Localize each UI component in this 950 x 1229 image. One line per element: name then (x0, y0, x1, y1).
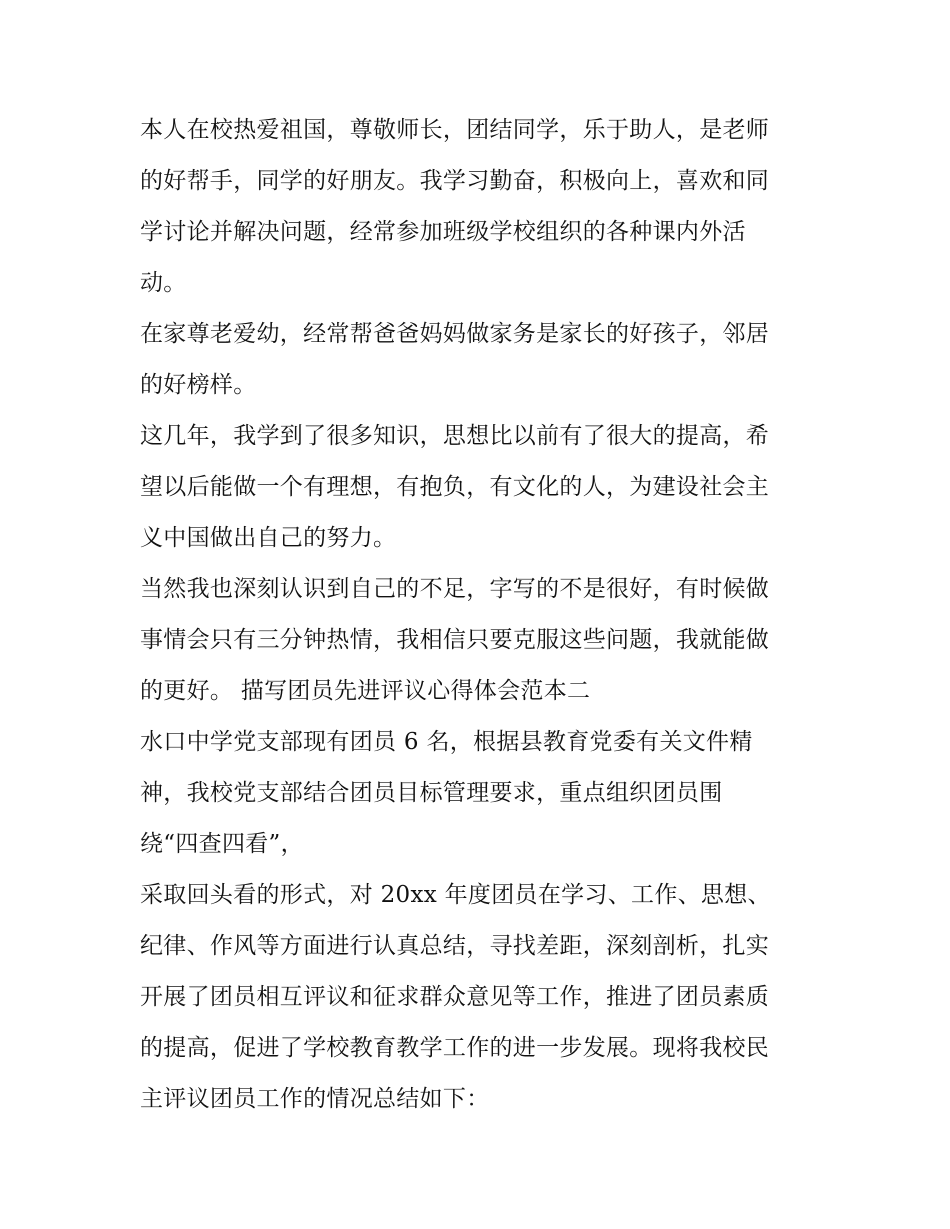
text-line: 当然我也深刻认识到自己的不足，字写的不是很好，有时候做 (140, 576, 770, 602)
text-line: 的更好。 描写团员先进评议心得体会范本二 (140, 678, 591, 704)
text-line: 的提高，促进了学校教育教学工作的进一步发展。现将我校民 (140, 1035, 770, 1061)
text-line: 在家尊老爱幼，经常帮爸爸妈妈做家务是家长的好孩子，邻居 (140, 321, 770, 347)
text-line: 采取回头看的形式，对 20xx 年度团员在学习、工作、思想、 (140, 882, 771, 908)
text-line: 纪律、作风等方面进行认真总结，寻找差距，深刻剖析，扎实 (140, 933, 770, 959)
text-line: 义中国做出自己的努力。 (140, 525, 397, 551)
text-line: 水口中学党支部现有团员 6 名，根据县教育党委有关文件精 (140, 729, 753, 755)
text-line: 的好帮手，同学的好朋友。我学习勤奋，积极向上，喜欢和同 (140, 168, 770, 194)
text-line: 这几年，我学到了很多知识，思想比以前有了很大的提高，希 (140, 423, 770, 449)
text-line: 望以后能做一个有理想，有抱负，有文化的人，为建设社会主 (140, 474, 770, 500)
text-line: 开展了团员相互评议和征求群众意见等工作，推进了团员素质 (140, 984, 770, 1010)
text-line: 动。 (140, 270, 187, 296)
text-line: 本人在校热爱祖国，尊敬师长，团结同学，乐于助人，是老师 (140, 117, 770, 143)
text-line: 神，我校党支部结合团员目标管理要求，重点组织团员围 (140, 780, 723, 806)
text-line: 绕“四查四看”， (140, 831, 304, 857)
text-line: 的好榜样。 (140, 372, 257, 398)
text-line: 学讨论并解决问题，经常参加班级学校组织的各种课内外活 (140, 219, 746, 245)
text-line: 主评议团员工作的情况总结如下： (140, 1086, 490, 1112)
document-body (140, 105, 820, 1125)
text-line: 事情会只有三分钟热情，我相信只要克服这些问题，我就能做 (140, 627, 770, 653)
